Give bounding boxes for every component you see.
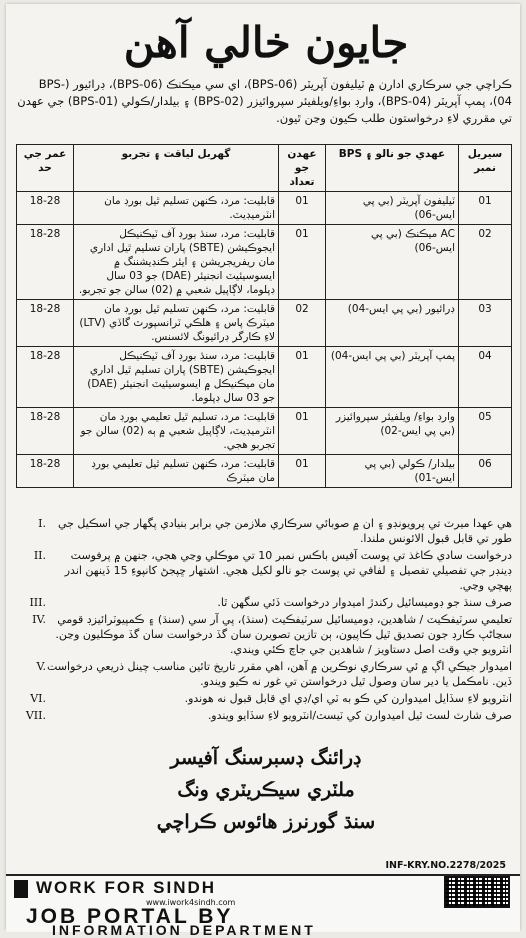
cell-post-count: 02 [279,300,326,347]
header-serial-no: سيريل نمبر [459,145,512,192]
note-number: I. [38,517,46,530]
cell-post-name: AC ميڪنڪ (بي پي ايس-06) [326,225,459,300]
table-row [17,455,512,488]
note-number: III. [29,596,46,609]
cell-post-name: بيلدار/ ڪولي (بي پي ايس-01) [326,455,459,488]
cell-age-limit: 18-28 [17,455,74,488]
note-text: درخواست سادي ڪاغذ تي پوسٽ آفيس باڪس نمبر 10 تي موڪلي وڃي هجي، جنهن ۾ پرفوسٽ ڊينڊر جي تفصيلي تفصيل ۽ لفافي تي پوسٽ جو نالو لکيل هجي. اشتهار ڇپجڻ کانپوءِ 15 ڏينهن اندر پهچي وڃي. [64,549,512,592]
header-post-count: عهدن جو تعداد [279,145,326,192]
table-header-row [17,145,512,192]
note-text: اميدوار جيڪي اڳ ۾ ئي سرڪاري نوڪرين ۾ آهن، اهي مقرر تاريخ تائين مناسب چينل ذريعي درخواست ڏين. نامڪمل يا دير سان وصول ٿيل درخواستن تي غور نه ڪيو ويندو. [47,660,512,688]
table-row [17,192,512,225]
cell-serial-no: 02 [459,225,512,300]
table-row [17,347,512,408]
header-qualification: گهربل لياقت ۽ تجربو [74,145,279,192]
cell-qualification: قابليت: مرد، ڪنهن تسليم ٿيل بورڊ مان ميٽرڪ پاس ۽ هلڪي ٽرانسپورٽ گاڏي (LTV) لاءِ ڪارگر ڊرائيونگ لائسنس. [74,300,279,347]
header-age-limit: عمر جي حد [17,145,74,192]
cell-post-name: وارڊ بواءِ/ ويلفيئر سپروائيزر (بي پي ايس-02) [326,408,459,455]
note-number: V. [36,660,46,673]
cell-post-count: 01 [279,408,326,455]
table-row [17,225,512,300]
authority-line: سنڌ گورنرز هائوس ڪراچي [156,811,376,833]
cell-age-limit: 18-28 [17,347,74,408]
cell-post-name: ڊرائيور (بي پي ايس-04) [326,300,459,347]
ad-intro-paragraph: ڪراچي جي سرڪاري ادارن ۾ ٽيليفون آپريٽر (BPS-06)، اي سي ميڪنڪ (BPS-06)، ڊرائيور (BPS-04)، پمپ آپريٽر (BPS-04)، وارڊ بواءِ/ويلفيئر سپروائيزر (BPS-02) ۽ بيلدار/ڪولي (BPS-01) جي عهدن تي مقرري لاءِ درخواستون طلب ڪيون وڃن ٿيون. [17,77,512,125]
note-text: تعليمي سرٽيفڪيٽ / شاهدين، ڊوميسائيل سرٽيفڪيٽ (سنڌ)، پي آر سي (سنڌ) ۽ ڪمپيوٽرائيزڊ قومي سڃاڻپ ڪارڊ جون تصديق ٿيل ڪاپيون، ٻن تازين تصويرن سان گڏ درخواست سان گڏ موڪليون وڃن. انٽرويو جي وقت اصل دستاويز / شاهدين جي جاچ ڪئي ويندي. [55,613,512,656]
list-item [16,548,512,593]
newspaper-clipping [6,4,520,930]
note-text: هي عهدا ميرٽ تي پرويونڊو ۽ ان ۾ صوبائي سرڪاري ملازمن جي برابر بنيادي پگهار جي اسڪيل جي طور تي قابل قبول الائونس ملندا. [57,517,512,545]
qr-code-icon [444,876,510,908]
list-item [16,595,512,610]
cell-post-name: ٽيليفون آپريٽر (بي پي ايس-06) [326,192,459,225]
cell-post-count: 01 [279,347,326,408]
instructions-list [16,516,512,725]
footer-department: INFORMATION DEPARTMENT [52,922,316,938]
cell-age-limit: 18-28 [17,408,74,455]
cell-serial-no: 06 [459,455,512,488]
cell-age-limit: 18-28 [17,300,74,347]
authority-line: ڊرائنگ ڊسبرسنگ آفيسر [170,747,362,769]
note-text: صرف شارٽ لسٽ ٿيل اميدوارن کي ٽيسٽ/انٽرويو لاءِ سڏايو ويندو. [207,709,512,722]
cell-serial-no: 04 [459,347,512,408]
footer-title: WORK FOR SINDH [36,878,217,897]
note-number: II. [33,549,46,562]
table-row [17,408,512,455]
cell-qualification: قابليت: مرد، سنڌ بورڊ آف ٽيڪنيڪل ايجوڪيشن (SBTE) پاران تسليم ٿيل اداري مان ميڪنيڪل ۾ ايسوسيئيٽ انجنيئر (DAE) جو 03 سال ڊپلوما. [74,347,279,408]
note-text: صرف سنڌ جو ڊوميسائيل رکندڙ اميدوار درخواست ڏئي سگهن ٿا. [217,596,512,609]
cell-post-count: 01 [279,455,326,488]
header-post-name: عهدي جو نالو ۽ BPS [326,145,459,192]
note-text: انٽرويو لاءِ سڏايل اميدوارن کي ڪو به ٽي اي/ڊي اي قابل قبول نه هوندو. [184,692,512,705]
table-row [17,300,512,347]
cell-post-count: 01 [279,225,326,300]
cell-post-count: 01 [279,192,326,225]
reference-number: INF-KRY.NO.2278/2025 [385,860,506,871]
list-item [16,691,512,706]
footer-band: JOB PORTAL BY [26,905,234,928]
cell-post-name: پمپ آپريٽر (بي پي ايس-04) [326,347,459,408]
cell-qualification: قابليت: مرد، ڪنهن تسليم ٿيل تعليمي بورڊ مان ميٽرڪ [74,455,279,488]
issuing-authority [156,742,376,838]
authority-line: ملٽري سيڪريٽري ونگ [177,779,355,801]
cell-qualification: قابليت: مرد، تسليم ٿيل تعليمي بورڊ مان انٽرميڊيٽ، لاڳاپيل شعبي ۾ ٻه (02) سالن جو تجربو هجي. [74,408,279,455]
vacancy-table [16,144,512,488]
cell-age-limit: 18-28 [17,225,74,300]
list-item [16,708,512,723]
note-number: IV. [32,613,46,626]
list-item [16,516,512,546]
cell-qualification: قابليت: مرد، ڪنهن تسليم ٿيل بورڊ مان انٽرميڊيٽ. [74,192,279,225]
footer-banner [6,874,520,938]
note-number: VII. [25,709,46,722]
ad-title: جايون خالي آهن [123,18,409,67]
note-number: VI. [30,692,46,705]
cell-qualification: قابليت: مرد، سنڌ بورڊ آف ٽيڪنيڪل ايجوڪيشن (SBTE) پاران تسليم ٿيل اداري مان ريفريجريشن ۽ ايئر ڪنڊيشننگ ۾ ايسوسيئيٽ انجنيئر (DAE) جو 03 سال ڊپلوما، لاڳاپيل شعبي ۾ (02) سالن جو تجربو. [74,225,279,300]
list-item [16,659,512,689]
cell-serial-no: 03 [459,300,512,347]
cell-serial-no: 01 [459,192,512,225]
cell-serial-no: 05 [459,408,512,455]
cell-age-limit: 18-28 [17,192,74,225]
list-item [16,612,512,657]
footer-url: www.iwork4sindh.com [146,898,236,907]
logo-icon [14,880,28,898]
